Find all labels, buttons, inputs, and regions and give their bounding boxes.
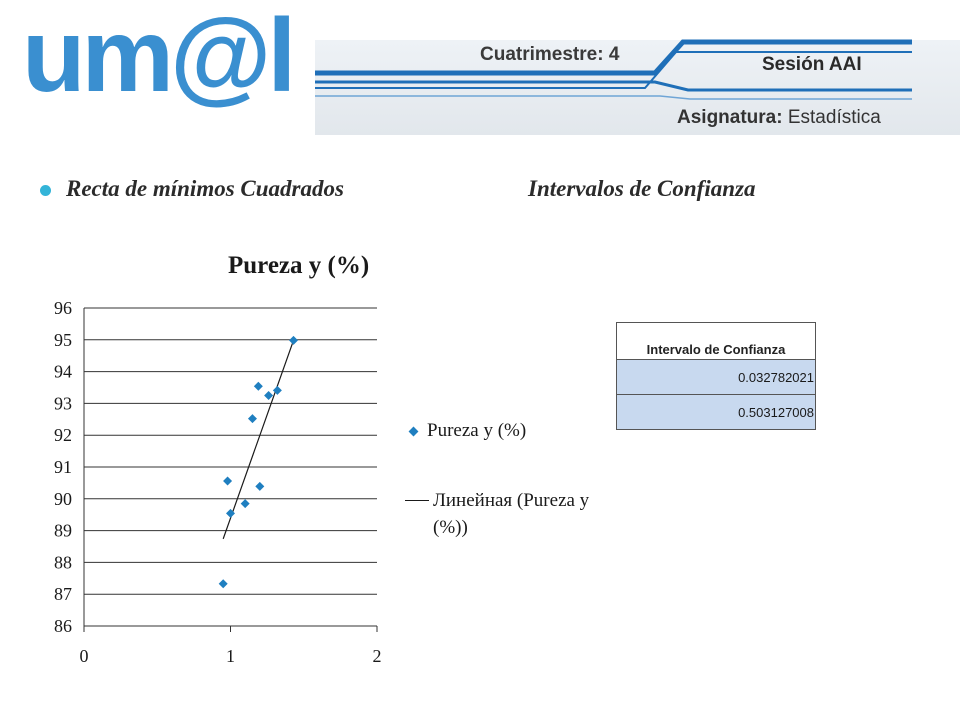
trendline-layer	[223, 340, 293, 538]
table-cell-lower: 0.032782021	[617, 360, 816, 395]
data-point-4	[248, 414, 257, 423]
line-marker-icon	[405, 500, 429, 501]
axes	[84, 308, 377, 632]
trendline	[223, 340, 293, 538]
y-tick-label-86: 86	[54, 616, 72, 636]
legend-item-series	[410, 420, 526, 442]
tick-labels	[54, 298, 382, 666]
y-tick-label-88: 88	[54, 552, 72, 573]
chart-title: Pureza y (%)	[228, 252, 370, 279]
umel-logo: um@l	[22, 0, 293, 114]
table-cell-upper: 0.503127008	[617, 395, 816, 430]
data-point-5	[254, 382, 263, 391]
subtitle-intervalos: Intervalos de Confianza	[528, 176, 756, 201]
x-tick-label-2: 2	[372, 646, 382, 666]
legend-trend-label: Линейная (Pureza y (%))	[433, 490, 590, 538]
cuatrimestre-label: Cuatrimestre: 4	[480, 44, 620, 65]
y-tick-label-95: 95	[54, 329, 72, 350]
data-point-6	[255, 482, 264, 491]
legend-item-trendline	[405, 487, 605, 541]
legend-series-label: Pureza y (%)	[427, 420, 527, 441]
confidence-interval-table	[616, 322, 816, 430]
y-tick-label-91: 91	[54, 457, 72, 477]
table-header: Intervalo de Confianza	[617, 323, 816, 360]
y-tick-label-90: 90	[54, 488, 72, 509]
y-tick-label-94: 94	[54, 361, 72, 382]
diamond-marker-icon	[409, 427, 419, 437]
y-tick-label-89: 89	[54, 520, 72, 541]
asignatura-value: Estadística	[787, 107, 881, 128]
asignatura-key: Asignatura:	[677, 107, 783, 128]
data-point-3	[241, 499, 250, 508]
sesion-label: Sesión AAI	[762, 54, 862, 75]
data-point-1	[223, 476, 232, 485]
y-tick-label-87: 87	[54, 584, 72, 605]
subtitle-minimos-cuadrados: Recta de mínimos Cuadrados	[66, 176, 344, 201]
grid-lines	[84, 308, 377, 594]
y-tick-label-93: 93	[54, 393, 72, 414]
x-tick-label-1: 1	[226, 646, 235, 666]
data-points	[219, 336, 298, 588]
data-point-0	[219, 579, 228, 588]
x-tick-label-0: 0	[79, 646, 89, 666]
y-tick-label-96: 96	[54, 298, 72, 318]
data-point-9	[289, 336, 298, 345]
data-point-7	[264, 391, 273, 400]
y-tick-label-92: 92	[54, 425, 72, 446]
